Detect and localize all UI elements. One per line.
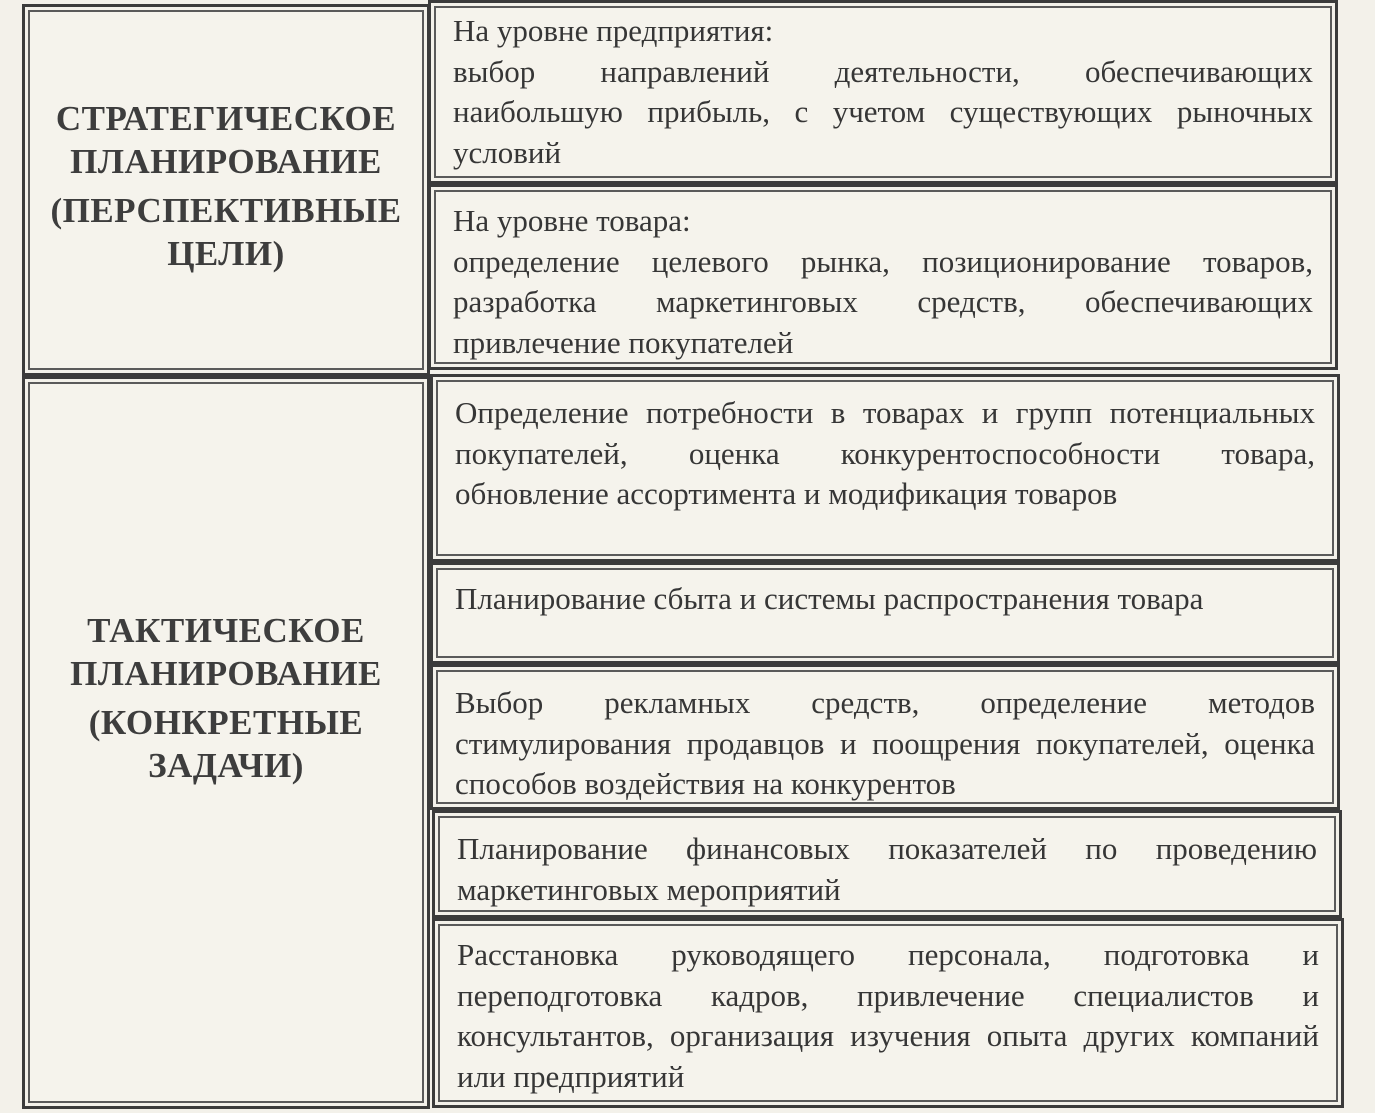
tactical-item-financial-planning bbox=[432, 810, 1342, 918]
tactical-planning-heading bbox=[70, 609, 382, 787]
item-text: Выбор рекламных средств, определение методов стимулирования продавцов и поощрения покупателей, оценка способов воздействия на конкурентов bbox=[455, 685, 1315, 801]
strategic-planning-label-cell bbox=[22, 4, 430, 376]
heading-line: (КОНКРЕТНЫЕ bbox=[88, 702, 364, 742]
strategic-item-enterprise-level bbox=[428, 0, 1338, 184]
item-title: На уровне товара: bbox=[453, 203, 691, 238]
tactical-item-advertising bbox=[430, 664, 1340, 810]
heading-line: ЗАДАЧИ) bbox=[148, 745, 304, 785]
item-text: определение целевого рынка, позиционирование товаров, разработка маркетинговых средств, обеспечивающих привлечение покупателей bbox=[453, 243, 1313, 360]
item-title: На уровне предприятия: bbox=[453, 13, 774, 48]
strategic-item-product-level bbox=[428, 184, 1338, 370]
item-text: выбор направлений деятельности, обеспечивающих наибольшую прибыль, с учетом существующих рыночных условий bbox=[453, 53, 1313, 170]
heading-line: ПЛАНИРОВАНИЕ bbox=[70, 653, 382, 693]
heading-line: (ПЕРСПЕКТИВНЫЕ bbox=[50, 191, 402, 230]
item-text: Планирование финансовых показателей по проведению маркетинговых мероприятий bbox=[457, 831, 1317, 907]
heading-line: ПЛАНИРОВАНИЕ bbox=[70, 142, 382, 181]
tactical-item-personnel bbox=[432, 918, 1344, 1108]
tactical-item-demand-assessment bbox=[430, 374, 1340, 562]
item-text: Расстановка руководящего персонала, подготовка и переподготовка кадров, привлечение специалистов и консультантов, организация изучения опыта других компаний или предприятий bbox=[457, 937, 1319, 1094]
tactical-planning-label-cell bbox=[22, 376, 430, 1109]
heading-line: СТРАТЕГИЧЕСКОЕ bbox=[55, 99, 397, 138]
heading-line: ЦЕЛИ) bbox=[167, 234, 285, 273]
tactical-item-sales-planning bbox=[430, 562, 1340, 664]
heading-line: ТАКТИЧЕСКОЕ bbox=[87, 610, 365, 650]
item-text: Определение потребности в товарах и групп потенциальных покупателей, оценка конкурентоспособности товара, обновление ассортимента и модификация товаров bbox=[455, 395, 1315, 511]
item-text: Планирование сбыта и системы распространения товара bbox=[455, 581, 1204, 616]
strategic-planning-heading bbox=[50, 97, 401, 275]
